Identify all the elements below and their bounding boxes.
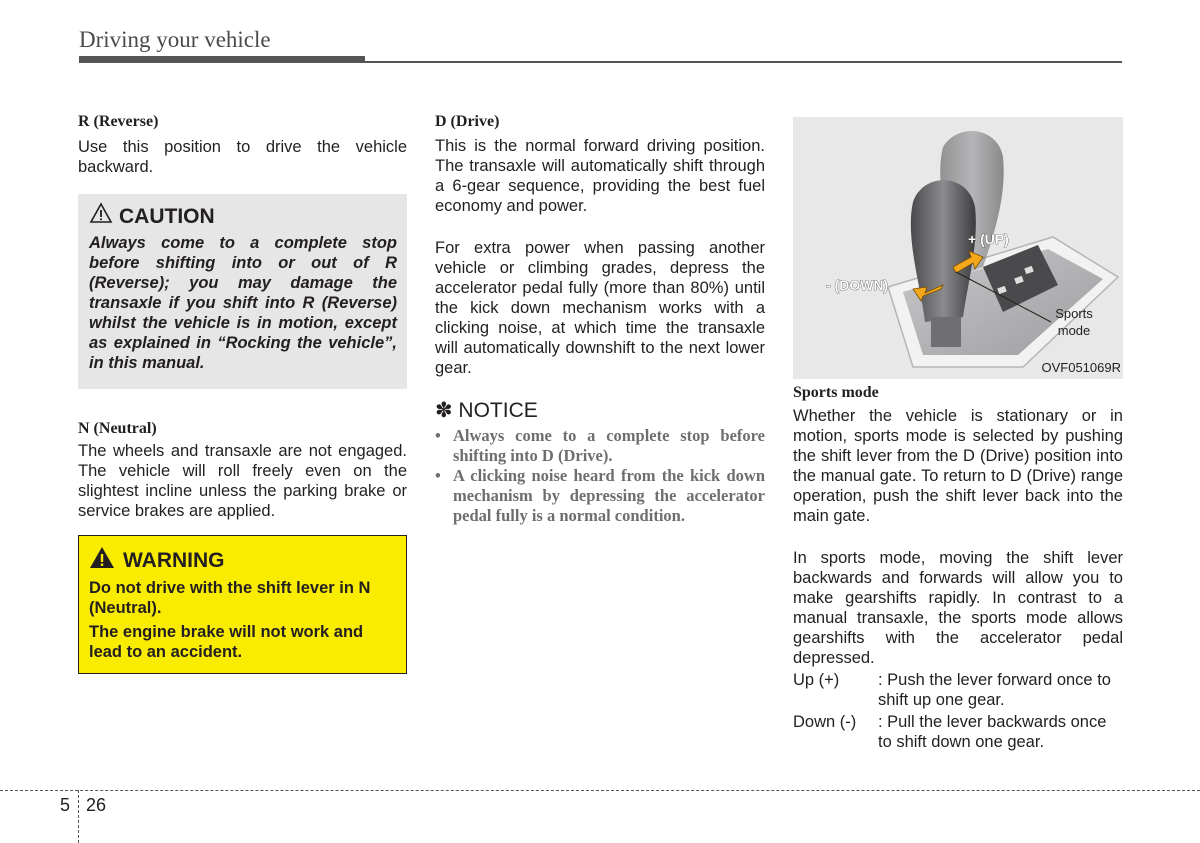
neutral-heading: N (Neutral)	[78, 420, 157, 437]
header-rule-thick	[79, 56, 365, 63]
label-up: + (UP)	[968, 231, 1009, 247]
sports-down-row	[793, 712, 1123, 752]
warning-title: WARNING	[123, 549, 225, 572]
label-sports-mode: Sports mode	[1055, 306, 1093, 338]
up-desc: : Push the lever forward once to shift up one gear.	[878, 671, 1111, 709]
label-down: - (DOWN)	[826, 277, 889, 293]
sports-heading: Sports mode	[793, 384, 879, 401]
caution-box	[78, 194, 407, 389]
footer-divider	[78, 790, 79, 843]
chapter-number: 5	[60, 795, 71, 815]
gear-shift-lever-illustration-icon	[793, 117, 1123, 379]
warning-line-1: Do not drive with the shift lever in N (Neutral).	[89, 579, 371, 617]
warning-heading	[89, 546, 396, 576]
notice-title: ✽ NOTICE	[435, 399, 538, 422]
column-left	[78, 112, 407, 674]
drive-body-1: This is the normal forward driving position. The transaxle will automatically shift through a 6-gear sequence, providing the best fuel economy and power.	[435, 137, 765, 215]
drive-heading: D (Drive)	[435, 113, 500, 130]
sports-up-row	[793, 670, 1123, 710]
reverse-heading: R (Reverse)	[78, 113, 159, 130]
caution-heading	[89, 202, 397, 231]
column-middle	[435, 112, 765, 526]
warning-box	[78, 535, 407, 674]
down-key: Down (-)	[793, 713, 857, 731]
drive-body-2: For extra power when passing another vehicle or climbing grades, depress the accelerator pedal fully (more than 80%) until the kick down mechanism works with a clicking noise, at which time the transaxle will automatically downshift to the next lower gear.	[435, 239, 765, 377]
up-key: Up (+)	[793, 671, 840, 689]
notice-list	[435, 426, 765, 526]
caution-body: Always come to a complete stop before shifting into or out of R (Reverse); you may damage the transaxle if you shift into R (Reverse) whilst the vehicle is in motion, except as explained in “Rocking the vehicle”, in this manual.	[89, 234, 397, 372]
figure-code: OVF051069R	[1041, 360, 1121, 375]
sports-body-1: Whether the vehicle is stationary or in motion, sports mode is selected by pushing the shift lever from the D (Drive) position into the manual gate. To return to D (Drive) range operation, push the shift lever back into the main gate.	[793, 407, 1123, 525]
caution-triangle-icon	[89, 202, 113, 231]
header-title: Driving your vehicle	[79, 27, 271, 52]
reverse-body: Use this position to drive the vehicle backward.	[78, 138, 407, 176]
page-number: 26	[86, 795, 107, 815]
caution-title: CAUTION	[119, 204, 215, 228]
notice-item: • Always come to a complete stop before shifting into D (Drive).	[435, 426, 765, 465]
header-rule-thin	[365, 61, 1122, 63]
notice-item: • A clicking noise heard from the kick down mechanism by depressing the accelerator pedal fully is a normal condition.	[435, 466, 765, 525]
warning-triangle-icon	[89, 546, 115, 576]
column-right	[793, 117, 1123, 752]
warning-line-2: The engine brake will not work and lead to an accident.	[89, 623, 364, 661]
shift-lever-figure	[793, 117, 1123, 379]
down-desc: : Pull the lever backwards once to shift down one gear.	[878, 713, 1107, 751]
neutral-body: The wheels and transaxle are not engaged. The vehicle will roll freely even on the slightest incline unless the parking brake or service brakes are applied.	[78, 442, 407, 520]
sports-body-2: In sports mode, moving the shift lever backwards and forwards will allow you to make gearshifts rapidly. In contrast to a manual transaxle, the sports mode allows gearshifts with the accelerator pedal depressed.	[793, 549, 1123, 667]
footer-rule	[0, 790, 1200, 791]
